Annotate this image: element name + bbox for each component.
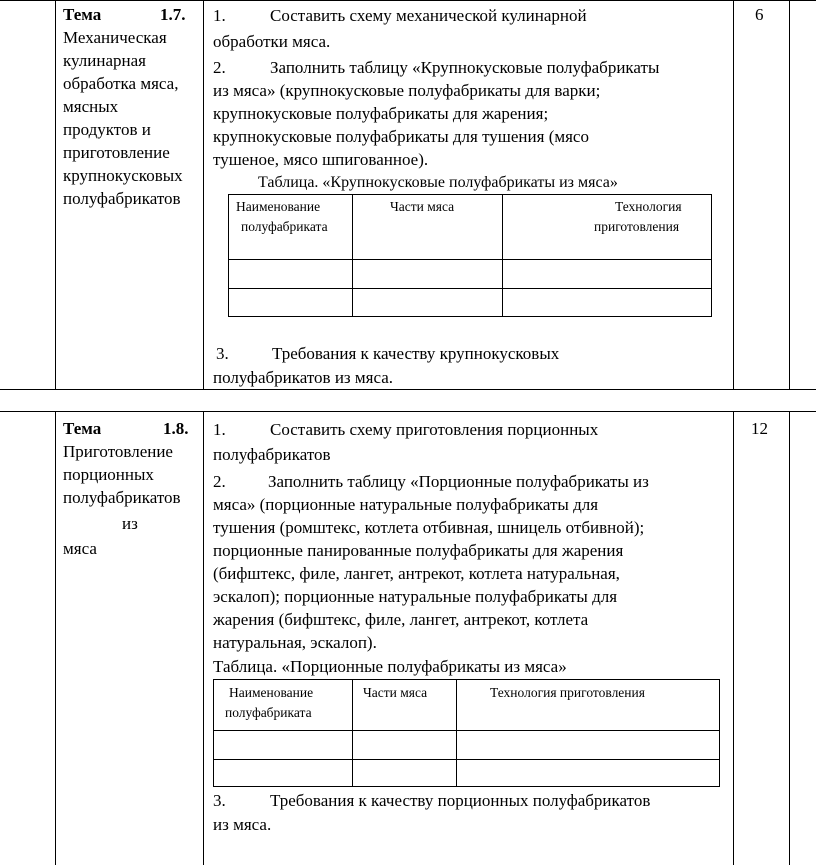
theme-label: Тема [63, 5, 102, 24]
row-bottom-border [0, 389, 816, 390]
row-top-border [0, 0, 816, 1]
inner-row-divider [213, 730, 720, 731]
column-divider [733, 0, 734, 390]
task-text: Заполнить таблицу «Порционные полуфабрикаты из [268, 472, 649, 491]
task-number: 2. [213, 58, 226, 77]
task-text: обработки мяса. [213, 32, 331, 51]
theme-number: 1.7. [160, 5, 186, 24]
column-divider [789, 0, 790, 390]
table-header: Части мяса [390, 199, 455, 214]
theme-line: полуфабрикатов [63, 189, 181, 208]
row-top-border [0, 411, 816, 412]
theme-line: крупнокусковых [63, 166, 183, 185]
table-header: приготовления [594, 219, 680, 234]
table-header: Наименование [229, 685, 314, 700]
task-text: из мяса. [213, 815, 272, 834]
table-header: полуфабриката [241, 219, 328, 234]
table-caption: Таблица. «Порционные полуфабрикаты из мяса» [213, 657, 567, 676]
task-text: Требования к качеству порционных полуфабрикатов [270, 791, 651, 810]
inner-column-divider [352, 194, 353, 317]
theme-line: обработка мяса, [63, 74, 179, 93]
task-text: мяса» (порционные натуральные полуфабрикаты для [213, 495, 599, 514]
task-text: тушения (ромштекс, котлета отбивная, шницель отбивной); [213, 518, 645, 537]
theme-line: кулинарная [63, 51, 146, 70]
table-header: Части мяса [363, 685, 428, 700]
column-divider [789, 411, 790, 865]
task-text: полуфабрикатов [213, 445, 331, 464]
theme-line: Механическая [63, 28, 167, 47]
theme-number: 1.8. [163, 419, 189, 438]
table-header: Технология [615, 199, 682, 214]
column-divider [55, 0, 56, 390]
hours-value: 12 [751, 419, 768, 438]
table-header: полуфабриката [225, 705, 312, 720]
task-text: Требования к качеству крупнокусковых [272, 344, 560, 363]
task-number: 1. [213, 420, 226, 439]
task-text: из мяса» (крупнокусковые полуфабрикаты для варки; [213, 81, 601, 100]
theme-label: Тема [63, 419, 102, 438]
task-text: натуральная, эскалоп). [213, 633, 377, 652]
task-text: порционные панированные полуфабрикаты для жарения [213, 541, 624, 560]
theme-line: порционных [63, 465, 154, 484]
theme-line: продуктов и [63, 120, 151, 139]
task-text: эскалоп); порционные натуральные полуфабрикаты для [213, 587, 618, 606]
table-header: Технология приготовления [490, 685, 645, 700]
theme-line: приготовление [63, 143, 170, 162]
task-number: 1. [213, 6, 226, 25]
task-text: Составить схему приготовления порционных [270, 420, 599, 439]
task-text: жарения (бифштекс, филе, лангет, антрекот, котлета [213, 610, 589, 629]
theme-line: полуфабрикатов [63, 488, 181, 507]
theme-line: Приготовление [63, 442, 173, 461]
table-header: Наименование [236, 199, 321, 214]
column-divider [203, 0, 204, 390]
column-divider [203, 411, 204, 865]
theme-line: мясных [63, 97, 119, 116]
task-text: Заполнить таблицу «Крупнокусковые полуфабрикаты [270, 58, 660, 77]
task-text: Составить схему механической кулинарной [270, 6, 587, 25]
task-text: тушеное, мясо шпигованное). [213, 150, 429, 169]
theme-line: из [122, 514, 138, 533]
hours-value: 6 [755, 5, 764, 24]
column-divider [733, 411, 734, 865]
column-divider [55, 411, 56, 865]
inner-row-divider [213, 759, 720, 760]
theme-line: мяса [63, 539, 97, 558]
inner-row-divider [228, 288, 712, 289]
inner-column-divider [352, 679, 353, 787]
inner-column-divider [502, 194, 503, 317]
task-number: 3. [213, 791, 226, 810]
inner-row-divider [228, 259, 712, 260]
task-text: крупнокусковые полуфабрикаты для жарения; [213, 104, 549, 123]
table-caption: Таблица. «Крупнокусковые полуфабрикаты из мяса» [258, 174, 618, 191]
task-number: 2. [213, 472, 226, 491]
task-number: 3. [216, 344, 229, 363]
task-text: (бифштекс, филе, лангет, антрекот, котлета натуральная, [213, 564, 620, 583]
task-text: крупнокусковые полуфабрикаты для тушения (мясо [213, 127, 589, 146]
task-text: полуфабрикатов из мяса. [213, 368, 394, 387]
inner-column-divider [456, 679, 457, 787]
